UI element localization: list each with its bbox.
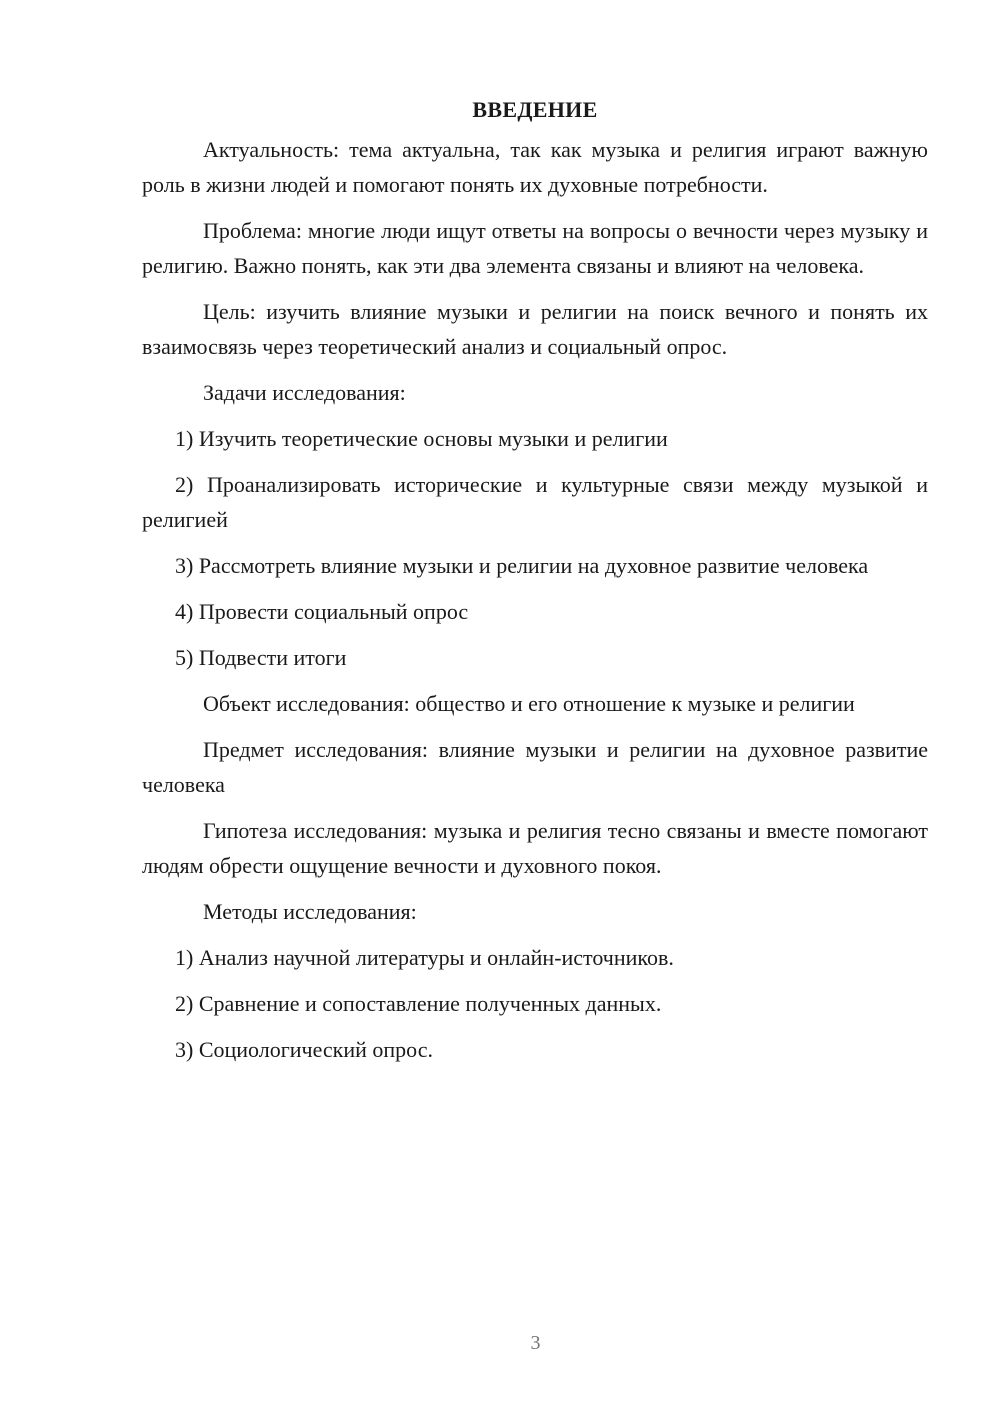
object-paragraph: Объект исследования: общество и его отношение к музыке и религии [203, 691, 855, 716]
task-item-4: 4) Провести социальный опрос [175, 599, 469, 624]
tasks-heading: Задачи исследования: [203, 380, 406, 405]
problem-paragraph: Проблема: многие люди ищут ответы на вопросы о вечности через музыку и религию. Важно понять, как эти два элемента связаны и влияют на человека. [142, 218, 928, 278]
section-heading: ВВЕДЕНИЕ [472, 97, 598, 122]
methods-heading: Методы исследования: [203, 899, 417, 924]
page-number: 3 [530, 1332, 541, 1354]
task-item-5: 5) Подвести итоги [175, 645, 347, 670]
method-item-1: 1) Анализ научной литературы и онлайн-источников. [175, 945, 674, 970]
task-item-1: 1) Изучить теоретические основы музыки и религии [175, 426, 668, 451]
goal-paragraph: Цель: изучить влияние музыки и религии на поиск вечного и понять их взаимосвязь через теоретический анализ и социальный опрос. [142, 299, 928, 359]
document-page [142, 92, 928, 1078]
task-item-3: 3) Рассмотреть влияние музыки и религии на духовное развитие человека [175, 553, 869, 578]
method-item-3: 3) Социологический опрос. [175, 1037, 433, 1062]
subject-paragraph: Предмет исследования: влияние музыки и религии на духовное развитие человека [142, 737, 928, 797]
task-item-2: 2) Проанализировать исторические и культурные связи между музыкой и религией [142, 472, 928, 532]
method-item-2: 2) Сравнение и сопоставление полученных данных. [175, 991, 662, 1016]
relevance-paragraph: Актуальность: тема актуальна, так как музыка и религия играют важную роль в жизни людей и помогают понять их духовные потребности. [142, 137, 928, 197]
hypothesis-paragraph: Гипотеза исследования: музыка и религия тесно связаны и вместе помогают людям обрести ощущение вечности и духовного покоя. [142, 818, 928, 878]
